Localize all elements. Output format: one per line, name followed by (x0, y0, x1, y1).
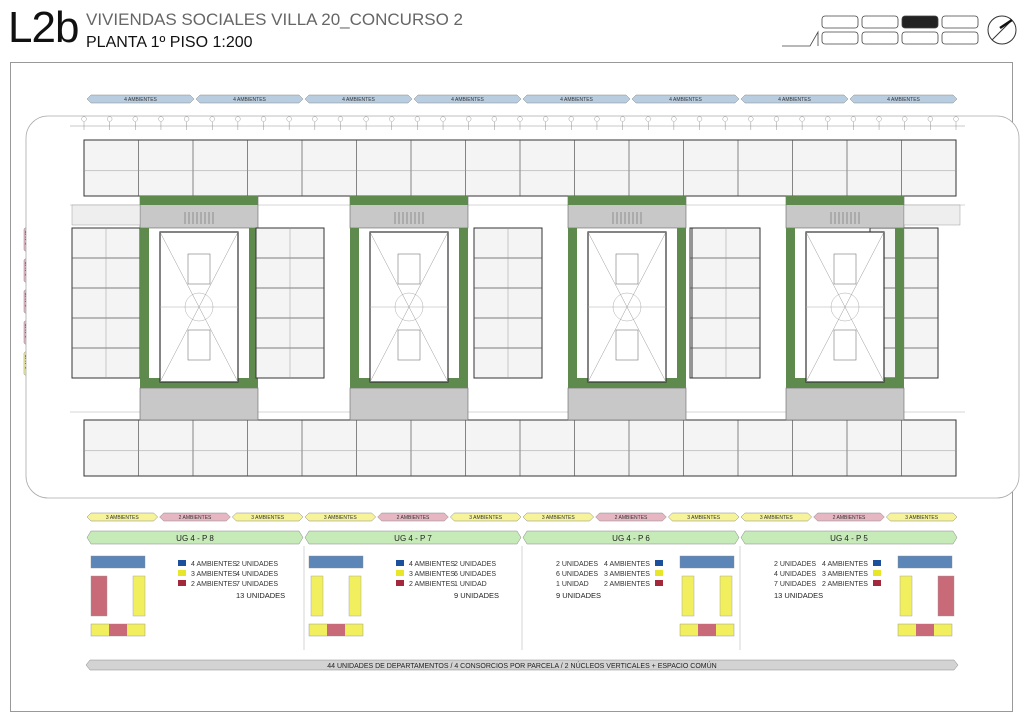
green-strip (895, 228, 904, 378)
legend-swatch (178, 570, 186, 576)
green-strip (568, 228, 577, 378)
mini-plan-2amb (327, 624, 345, 636)
circulation-slab (786, 388, 904, 420)
mini-plan-4amb (898, 556, 952, 568)
mini-plan-2amb (698, 624, 716, 636)
mini-plan-4amb (309, 556, 363, 568)
mini-plan-3amb (720, 576, 732, 616)
ug-title: UG 4 - P 5 (830, 534, 868, 543)
legend-count: 2 UNIDADES (774, 561, 817, 568)
legend-type: 3 AMBIENTES (822, 571, 868, 578)
legend-type: 4 AMBIENTES (822, 561, 868, 568)
legend-type: 2 AMBIENTES (409, 581, 455, 588)
legend-count: 6 UNIDADES (454, 571, 497, 578)
legend-type: 2 AMBIENTES (822, 581, 868, 588)
legend-type: 3 AMBIENTES (604, 571, 650, 578)
ug-title: UG 4 - P 8 (176, 534, 214, 543)
bottom-band-segment-label: 3 AMBIENTES (469, 514, 503, 521)
legend-swatch (396, 580, 404, 586)
green-strip (140, 196, 258, 205)
legend-swatch (178, 560, 186, 566)
green-strip (786, 196, 904, 205)
legend-swatch (396, 570, 404, 576)
top-band-segment-label: 4 AMBIENTES (887, 96, 920, 103)
legend-type: 4 AMBIENTES (409, 561, 455, 568)
legend-swatch (873, 580, 881, 586)
circulation-slab (350, 388, 468, 420)
green-strip (568, 196, 686, 205)
bottom-band-segment-label: 2 AMBIENTES (832, 514, 866, 521)
legend-swatch (396, 560, 404, 566)
legend-swatch (178, 580, 186, 586)
unit-total: 9 UNIDADES (454, 591, 500, 600)
mini-plan-3amb (133, 576, 145, 616)
plan-title: PLANTA 1º PISO 1:200 (86, 34, 253, 51)
bottom-band-segment-label: 3 AMBIENTES (323, 514, 357, 521)
gallery (72, 205, 140, 225)
legend-swatch (655, 560, 663, 566)
bottom-band-segment-label: 3 AMBIENTES (105, 514, 139, 521)
legend-type: 2 AMBIENTES (191, 581, 237, 588)
legend-type: 3 AMBIENTES (191, 571, 237, 578)
green-strip (459, 228, 468, 378)
bottom-band-segment-label: 3 AMBIENTES (905, 514, 939, 521)
legend-swatch (873, 570, 881, 576)
mini-plan-3amb (682, 576, 694, 616)
circulation-slab (140, 388, 258, 420)
ug-title: UG 4 - P 7 (394, 534, 432, 543)
bottom-band-segment-label: 3 AMBIENTES (251, 514, 285, 521)
bottom-band-segment-label: 2 AMBIENTES (614, 514, 648, 521)
mini-plan-2amb (938, 576, 954, 616)
mini-plan-4amb (680, 556, 734, 568)
project-title: VIVIENDAS SOCIALES VILLA 20_CONCURSO 2 (86, 10, 463, 29)
legend-type: 4 AMBIENTES (191, 561, 237, 568)
legend-count: 7 UNIDADES (236, 581, 279, 588)
legend-count: 6 UNIDADES (556, 571, 599, 578)
sheet-code: L2b (8, 3, 79, 52)
green-strip (677, 228, 686, 378)
legend-count: 7 UNIDADES (774, 581, 817, 588)
top-band-segment-label: 4 AMBIENTES (669, 96, 702, 103)
legend-count: 2 UNIDADES (454, 561, 497, 568)
unit-total: 9 UNIDADES (556, 591, 602, 600)
mini-plan-4amb (91, 556, 145, 568)
legend-type: 3 AMBIENTES (409, 571, 455, 578)
top-band-segment-label: 4 AMBIENTES (778, 96, 811, 103)
top-band-segment-label: 4 AMBIENTES (124, 96, 157, 103)
mini-plan-2amb (109, 624, 127, 636)
bottom-band-segment-label: 2 AMBIENTES (396, 514, 430, 521)
legend-type: 2 AMBIENTES (604, 581, 650, 588)
top-band-segment-label: 4 AMBIENTES (233, 96, 266, 103)
legend-type: 4 AMBIENTES (604, 561, 650, 568)
mini-plan-3amb (311, 576, 323, 616)
unit-total: 13 UNIDADES (236, 591, 286, 600)
green-strip (350, 196, 468, 205)
bottom-band-segment-label: 3 AMBIENTES (759, 514, 793, 521)
top-band-segment-label: 4 AMBIENTES (451, 96, 484, 103)
legend-swatch (655, 570, 663, 576)
green-strip (140, 228, 149, 378)
legend-swatch (655, 580, 663, 586)
footer-summary: 44 UNIDADES DE DEPARTAMENTOS / 4 CONSORCIOS POR PARCELA / 2 NÚCLEOS VERTICALES + ESPACIO COMÚN (327, 663, 717, 670)
top-band-segment-label: 4 AMBIENTES (342, 96, 375, 103)
bottom-band-segment-label: 3 AMBIENTES (687, 514, 721, 521)
bottom-band-segment-label: 3 AMBIENTES (541, 514, 575, 521)
circulation-slab (568, 388, 686, 420)
ug-title: UG 4 - P 6 (612, 534, 650, 543)
green-strip (350, 228, 359, 378)
legend-count: 4 UNIDADES (236, 571, 279, 578)
legend-count: 4 UNIDADES (774, 571, 817, 578)
gallery (904, 205, 960, 225)
mini-plan-3amb (349, 576, 361, 616)
legend-count: 2 UNIDADES (556, 561, 599, 568)
green-strip (786, 228, 795, 378)
unit-total: 13 UNIDADES (774, 591, 824, 600)
bottom-band-segment-label: 2 AMBIENTES (178, 514, 212, 521)
legend-count: 1 UNIDAD (556, 581, 589, 588)
mini-plan-2amb (91, 576, 107, 616)
legend-count: 1 UNIDAD (454, 581, 487, 588)
mini-plan-2amb (916, 624, 934, 636)
legend-swatch (873, 560, 881, 566)
mini-plan-3amb (900, 576, 912, 616)
legend-count: 2 UNIDADES (236, 561, 279, 568)
top-band-segment-label: 4 AMBIENTES (560, 96, 593, 103)
